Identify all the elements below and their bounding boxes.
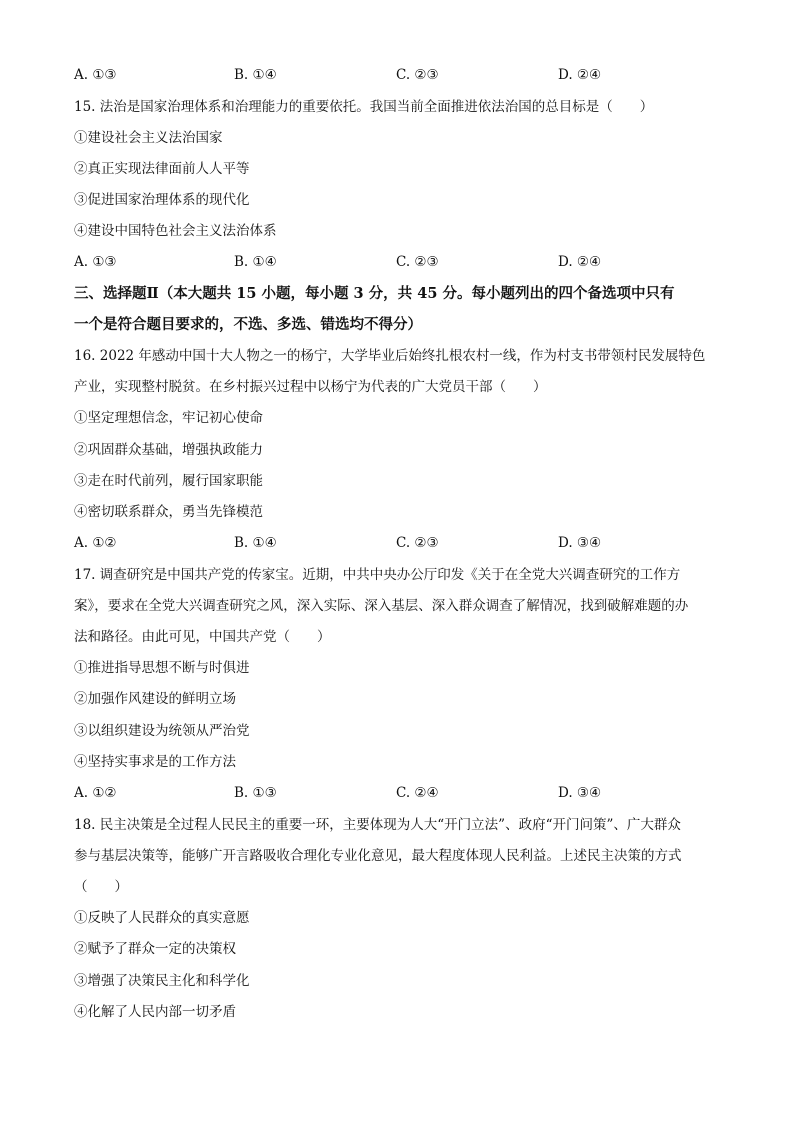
q16-options	[74, 533, 734, 553]
q18-item-3: ③增强了决策民主化和科学化	[74, 973, 250, 989]
section-3-heading-line-2: 一个是符合题目要求的，不选、多选、错选均不得分）	[74, 316, 422, 333]
q15-option-a[interactable]: A. ①③	[74, 254, 117, 270]
q17-option-d[interactable]: D. ③④	[558, 785, 602, 801]
q15-item-4: ④建设中国特色社会主义法治体系	[74, 223, 277, 239]
q17-item-2: ②加强作风建设的鲜明立场	[74, 691, 236, 707]
q14-option-a[interactable]: A. ①③	[74, 67, 117, 83]
q14-option-c[interactable]: C. ②③	[396, 67, 439, 83]
q15-item-2: ②真正实现法律面前人人平等	[74, 161, 250, 177]
q16-option-b[interactable]: B. ①④	[234, 535, 277, 551]
q15-option-d[interactable]: D. ②④	[558, 254, 602, 270]
q16-option-d[interactable]: D. ③④	[558, 535, 602, 551]
q16-option-c[interactable]: C. ②③	[396, 535, 439, 551]
q16-item-3: ③走在时代前列，履行国家职能	[74, 473, 263, 489]
q18-stem-line-1: 18. 民主决策是全过程人民民主的重要一环，主要体现为人大“开门立法”、政府“开门问策”、广大群众	[74, 817, 681, 833]
q16-item-2: ②巩固群众基础，增强执政能力	[74, 442, 263, 458]
q15-stem: 15. 法治是国家治理体系和治理能力的重要依托。我国当前全面推进依法治国的总目标是（ ）	[74, 99, 654, 115]
q18-item-2: ②赋予了群众一定的决策权	[74, 941, 236, 957]
q16-item-1: ①坚定理想信念，牢记初心使命	[74, 410, 263, 426]
section-3-heading-line-1: 三、选择题Ⅱ（本大题共 15 小题，每小题 3 分，共 45 分。每小题列出的四个备选项中只有	[74, 285, 675, 302]
q17-item-1: ①推进指导思想不断与时俱进	[74, 660, 250, 676]
q17-item-4: ④坚持实事求是的工作方法	[74, 754, 236, 770]
q18-stem-line-3: （ ）	[74, 879, 128, 895]
q17-item-3: ③以组织建设为统领从严治党	[74, 723, 250, 739]
q17-option-b[interactable]: B. ①③	[234, 785, 277, 801]
q17-option-a[interactable]: A. ①②	[74, 785, 117, 801]
q17-stem-line-1: 17. 调查研究是中国共产党的传家宝。近期，中共中央办公厅印发《关于在全党大兴调查研究的工作方	[74, 567, 681, 583]
q15-item-3: ③促进国家治理体系的现代化	[74, 192, 250, 208]
q15-options	[74, 252, 734, 272]
q17-stem-line-3: 法和路径。由此可见，中国共产党（ ）	[74, 629, 331, 645]
q16-stem-line-1: 16. 2022 年感动中国十大人物之一的杨宁，大学毕业后始终扎根农村一线，作为村支书带领村民发展特色	[74, 348, 706, 364]
q15-item-1: ①建设社会主义法治国家	[74, 130, 223, 146]
q14-option-b[interactable]: B. ①④	[234, 67, 277, 83]
q18-stem-line-2: 参与基层决策等，能够广开言路吸收合理化专业化意见，最大程度体现人民利益。上述民主决策的方式	[74, 848, 682, 864]
q16-stem-line-2: 产业，实现整村脱贫。在乡村振兴过程中以杨宁为代表的广大党员干部（ ）	[74, 379, 547, 395]
q17-option-c[interactable]: C. ②④	[396, 785, 439, 801]
q17-options	[74, 783, 734, 803]
q16-item-4: ④密切联系群众，勇当先锋模范	[74, 504, 263, 520]
q15-option-b[interactable]: B. ①④	[234, 254, 277, 270]
q18-item-1: ①反映了人民群众的真实意愿	[74, 910, 250, 926]
q16-option-a[interactable]: A. ①②	[74, 535, 117, 551]
q14-option-d[interactable]: D. ②④	[558, 67, 602, 83]
q14-options	[74, 65, 734, 85]
q15-option-c[interactable]: C. ②③	[396, 254, 439, 270]
q18-item-4: ④化解了人民内部一切矛盾	[74, 1004, 236, 1020]
q17-stem-line-2: 案》，要求在全党大兴调查研究之风，深入实际、深入基层、深入群众调查了解情况，找到破解难题的办	[74, 598, 689, 614]
